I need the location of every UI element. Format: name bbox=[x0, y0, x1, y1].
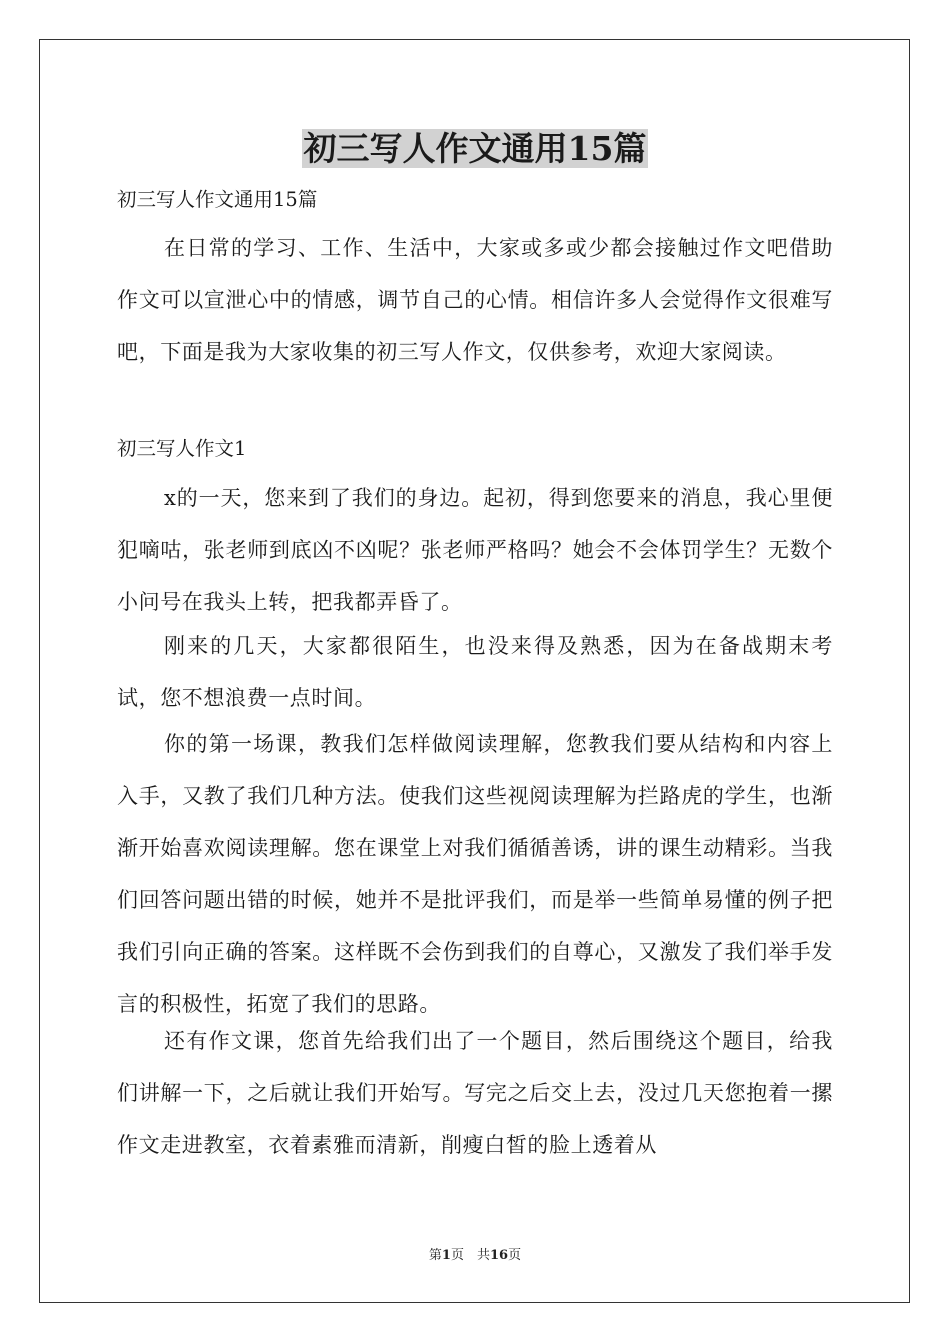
footer-suffix: 页 bbox=[508, 1248, 522, 1263]
footer-prefix: 第 bbox=[428, 1248, 442, 1263]
document-title bbox=[117, 126, 833, 172]
page-footer bbox=[0, 1247, 950, 1265]
body-paragraph-3: 你的第一场课，教我们怎样做阅读理解，您教我们要从结构和内容上入手，又教了我们几种方法。使我们这些视阅读理解为拦路虎的学生，也渐渐开始喜欢阅读理解。您在课堂上对我们循循善诱，讲的课生动精彩。当我们回答问题出错的时候，她并不是批评我们，而是举一些简单易懂的例子把我们引向正确的答案。这样既不会伤到我们的自尊心，又激发了我们举手发言的积极性，拓宽了我们的思路。 bbox=[117, 732, 833, 1016]
document-subtitle: 初三写人作文通用15篇 bbox=[117, 188, 318, 211]
body-paragraph-1: x的一天，您来到了我们的身边。起初，得到您要来的消息，我心里便犯嘀咕，张老师到底凶不凶呢？张老师严格吗？她会不会体罚学生？无数个小问号在我头上转，把我都弄昏了。 bbox=[117, 486, 833, 614]
footer-page-number: 1 bbox=[441, 1248, 451, 1263]
document-title-text: 初三写人作文通用15篇 bbox=[303, 129, 647, 168]
footer-middle: 页 共 bbox=[450, 1248, 490, 1263]
body-paragraph-4: 还有作文课，您首先给我们出了一个题目，然后围绕这个题目，给我们讲解一下，之后就让我们开始写。写完之后交上去，没过几天您抱着一摞作文走进教室，衣着素雅而清新，削瘦白皙的脸上透着从 bbox=[117, 1029, 833, 1157]
intro-paragraph: 在日常的学习、工作、生活中，大家或多或少都会接触过作文吧借助作文可以宣泄心中的情感，调节自己的心情。相信许多人会觉得作文很难写吧，下面是我为大家收集的初三写人作文，仅供参考，欢迎大家阅读。 bbox=[117, 236, 833, 364]
body-paragraph-2: 刚来的几天，大家都很陌生，也没来得及熟悉，因为在备战期末考试，您不想浪费一点时间。 bbox=[117, 634, 833, 710]
footer-total-pages: 16 bbox=[489, 1248, 509, 1263]
section-heading: 初三写人作文1 bbox=[117, 437, 247, 460]
